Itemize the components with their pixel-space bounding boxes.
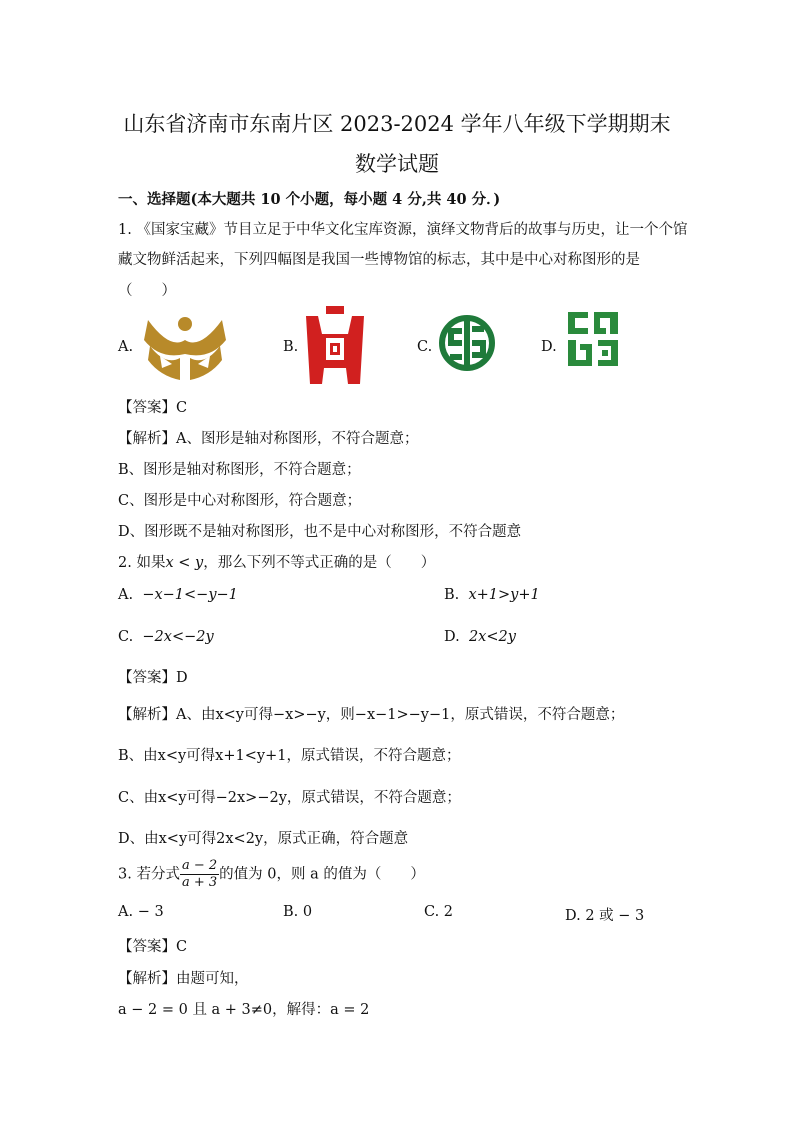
q2-analysis-d: D、由x<y可得2x<2y，原式正确，符合题意 (118, 831, 409, 847)
q3-fraction-denominator: a + 3 (181, 875, 218, 890)
section-heading: 一、选择题(本大题共 10 个小题，每小题 4 分,共 40 分．) (118, 191, 501, 208)
museum-logo-d (566, 310, 620, 368)
q3-option-a: A. − 3 (118, 904, 164, 920)
q3-stem-prefix: 3. 若分式 (118, 866, 180, 883)
q3-option-d: D. 2 或 − 3 (565, 908, 645, 924)
q1-stem-line2: 藏文物鲜活起来，下列四幅图是我国一些博物馆的标志，其中是中心对称图形的是 (118, 252, 640, 268)
q3-fraction-numerator: a − 2 (181, 858, 218, 873)
museum-logo-a (140, 310, 230, 382)
q2-stem-math: x < y (165, 555, 204, 571)
q1-option-b-label: B. (283, 339, 299, 355)
q2-analysis-c: C、由x<y可得−2x>−2y，原式错误，不符合题意； (118, 790, 461, 806)
q1-analysis-2: B、图形是轴对称图形，不符合题意； (118, 462, 361, 478)
q2-option-a-math: −x−1<−y−1 (142, 587, 238, 603)
q2-option-c-math: −2x<−2y (142, 629, 214, 645)
q3-stem (118, 858, 425, 891)
q2-option-c (118, 629, 214, 645)
q1-stem-line1: 1. 《国家宝藏》节目立足于中华文化宝库资源，演绎文物背后的故事与历史，让一个个馆 (118, 222, 688, 238)
q1-option-c-label: C. (417, 339, 433, 355)
q3-fraction (180, 858, 219, 891)
q2-stem-prefix: 2. 如果 (118, 555, 166, 571)
q2-option-a (118, 587, 238, 603)
q2-option-b (444, 587, 540, 603)
document-subtitle: 数学试题 (355, 152, 439, 176)
q2-stem-suffix: ，那么下列不等式正确的是（ ） (203, 555, 436, 571)
document-title: 山东省济南市东南片区 2023-2024 学年八年级下学期期末 (123, 112, 671, 136)
q3-analysis-1: 【解析】由题可知， (118, 971, 249, 987)
q2-option-b-math: x+1>y+1 (468, 587, 540, 603)
q1-analysis-1: 【解析】A、图形是轴对称图形，不符合题意； (118, 431, 419, 447)
q3-answer: 【答案】C (118, 939, 188, 955)
q2-answer: 【答案】D (118, 670, 188, 686)
q2-option-d-math: 2x<2y (468, 629, 516, 645)
q2-option-a-label: A. (118, 587, 134, 603)
q2-option-c-label: C. (118, 629, 134, 645)
q1-analysis-4: D、图形既不是轴对称图形，也不是中心对称图形，不符合题意 (118, 524, 522, 540)
q2-stem (118, 551, 435, 572)
q1-paren: （ ） (118, 283, 176, 299)
q3-analysis-2: a − 2 = 0 且 a + 3≠0，解得：a = 2 (118, 1002, 370, 1018)
q1-option-d-label: D. (541, 339, 557, 355)
q1-answer: 【答案】C (118, 400, 188, 416)
q2-option-d-label: D. (444, 629, 460, 645)
q2-analysis-a: 【解析】A、由x<y可得−x>−y，则−x−1>−y−1，原式错误，不符合题意； (118, 707, 625, 723)
q1-analysis-3: C、图形是中心对称图形，符合题意； (118, 493, 362, 509)
q3-stem-suffix: 的值为 0，则 a 的值为（ ） (219, 866, 425, 883)
q2-option-d (444, 629, 516, 645)
q3-option-c: C. 2 (424, 904, 454, 920)
q1-option-a-label: A. (118, 339, 134, 355)
q2-option-b-label: B. (444, 587, 460, 603)
museum-logo-b (300, 306, 370, 384)
q2-analysis-b: B、由x<y可得x+1<y+1，原式错误，不符合题意； (118, 748, 461, 764)
q3-option-b: B. 0 (283, 904, 313, 920)
museum-logo-c (438, 312, 496, 374)
